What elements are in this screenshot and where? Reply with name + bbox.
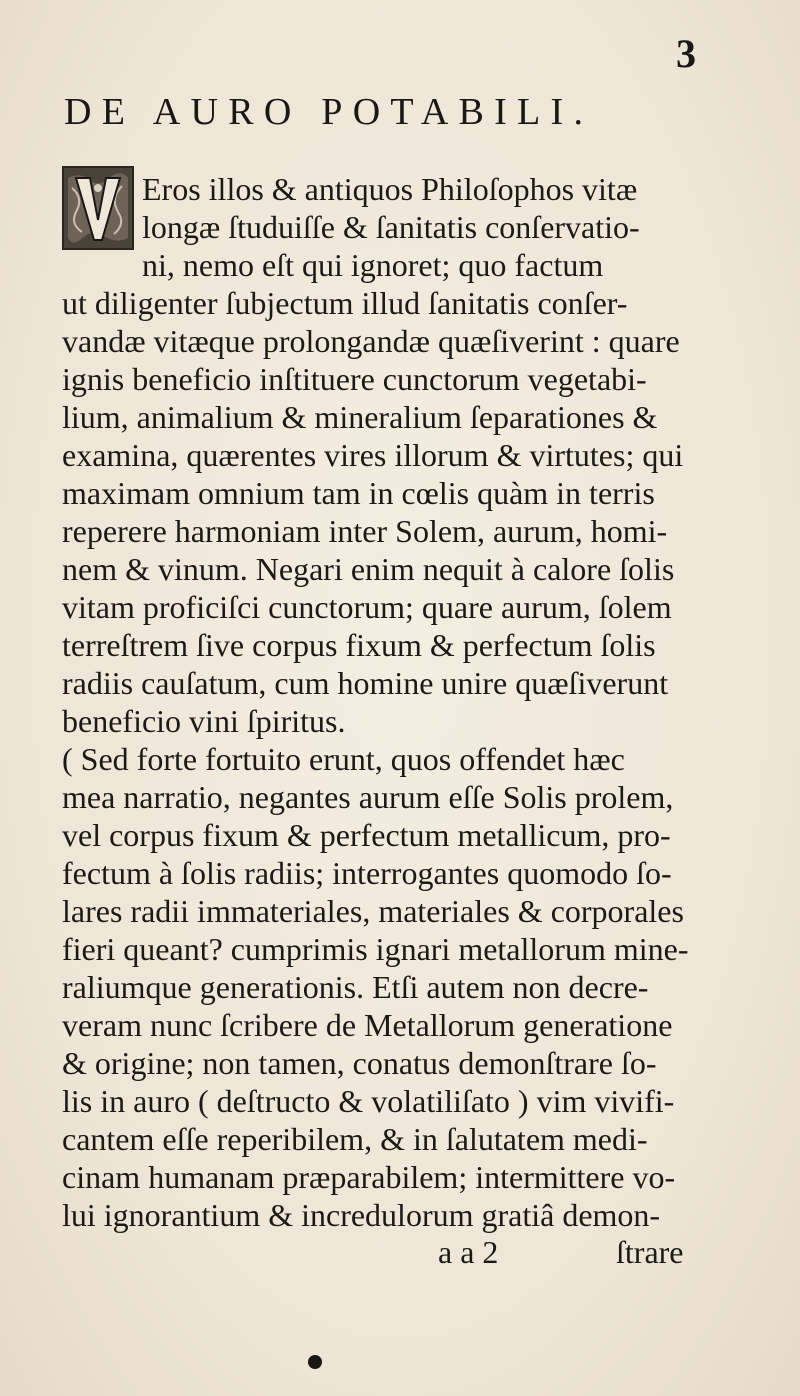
- signature-mark: a a 2: [438, 1234, 499, 1270]
- text-line: veram nunc ſcribere de Metallorum generatione: [62, 1007, 673, 1043]
- text-line: examina, quærentes vires illorum & virtutes; qui: [62, 437, 684, 473]
- text-line: Eros illos & antiquos Philoſophos vitæ: [142, 171, 638, 207]
- catchword: ſtrare: [616, 1234, 684, 1270]
- text-line: cinam humanam præparabilem; intermittere vo-: [62, 1159, 676, 1195]
- text-line: ignis beneficio inſtituere cunctorum vegetabi-: [62, 361, 647, 397]
- text-line: ( Sed forte fortuito erunt, quos offendet hæc: [62, 741, 625, 777]
- text-line: longæ ſtuduiſſe & ſanitatis conſervatio-: [142, 209, 640, 245]
- text-line: maximam omnium tam in cœlis quàm in terris: [62, 475, 655, 511]
- text-line: vel corpus fixum & perfectum metallicum, pro-: [62, 817, 671, 853]
- text-line: lium, animalium & mineralium ſeparationes &: [62, 399, 658, 435]
- page-number: 3: [676, 31, 696, 76]
- text-line: ni, nemo eſt qui ignoret; quo factum: [142, 247, 604, 283]
- text-line: lis in auro ( deſtructo & volatiliſato ) vim vivifi-: [62, 1083, 675, 1119]
- text-line: vandæ vitæque prolongandæ quæſiverint : quare: [62, 323, 680, 359]
- ornament-initial-v-icon: [64, 168, 132, 248]
- text-line: mea narratio, negantes aurum eſſe Solis prolem,: [62, 779, 674, 815]
- text-line: raliumque generationis. Etſi autem non decre-: [62, 969, 649, 1005]
- text-line: beneficio vini ſpiritus.: [62, 703, 346, 739]
- decorated-initial-letter: [62, 166, 134, 250]
- text-line: fieri queant? cumprimis ignari metallorum mine-: [62, 931, 689, 967]
- text-line: radiis cauſatum, cum homine unire quæſiverunt: [62, 665, 669, 701]
- ink-dot: [308, 1355, 322, 1369]
- text-line: & origine; non tamen, conatus demonſtrare ſo-: [62, 1045, 657, 1081]
- running-head: DE AURO POTABILI.: [64, 91, 594, 133]
- text-line: cantem eſſe reperibilem, & in ſalutatem medi-: [62, 1121, 648, 1157]
- text-line: lui ignorantium & incredulorum gratiâ demon-: [62, 1197, 661, 1233]
- text-line: nem & vinum. Negari enim nequit à calore ſolis: [62, 551, 675, 587]
- text-line: reperere harmoniam inter Solem, aurum, homi-: [62, 513, 668, 549]
- text-line: vitam proficiſci cunctorum; quare aurum, ſolem: [62, 589, 672, 625]
- text-line: ut diligenter ſubjectum illud ſanitatis conſer-: [62, 285, 628, 321]
- text-line: lares radii immateriales, materiales & corporales: [62, 893, 684, 929]
- text-line: fectum à ſolis radiis; interrogantes quomodo ſo-: [62, 855, 672, 891]
- text-line: terreſtrem ſive corpus fixum & perfectum ſolis: [62, 627, 656, 663]
